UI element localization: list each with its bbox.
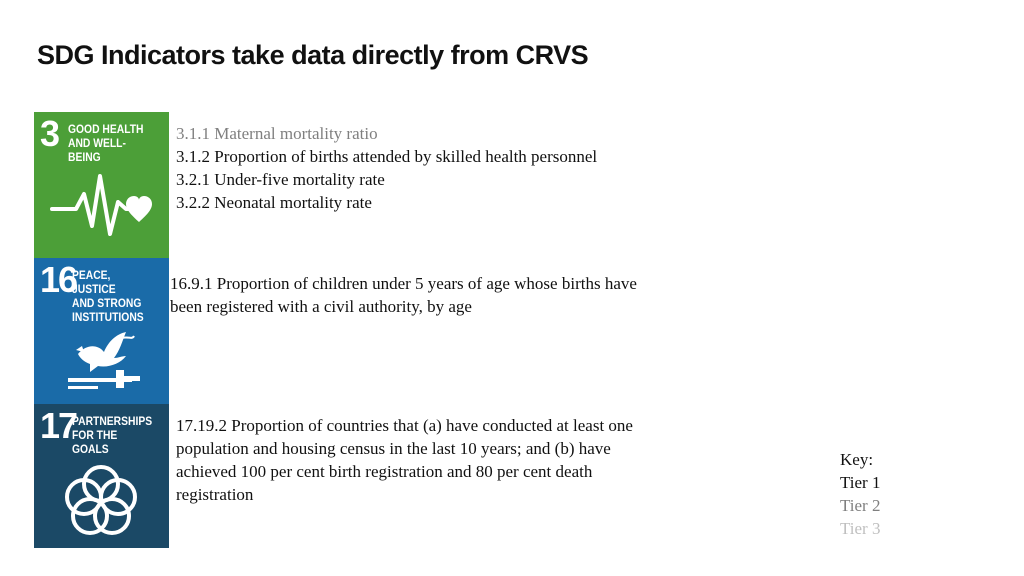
indicator-3-2-2: 3.2.2 Neonatal mortality rate	[176, 193, 372, 212]
goal-17-indicators	[176, 414, 666, 506]
goal-label: GOOD HEALTH AND WELL-BEING	[68, 122, 144, 164]
goal-16-indicators	[170, 272, 660, 318]
dove-gavel-icon	[34, 314, 169, 404]
indicator-16-9-1: 16.9.1 Proportion of children under 5 years of age whose births have been registered with a civil authority, by age	[170, 274, 637, 316]
goal-number: 16	[40, 259, 77, 300]
key-heading: Key:	[840, 450, 874, 469]
key-tier-1: Tier 1	[840, 473, 881, 492]
goal-label: PARTNERSHIPS FOR THE GOALS	[72, 414, 153, 456]
sdg-goal-16-tile	[34, 258, 169, 404]
key-tier-2: Tier 2	[840, 496, 881, 515]
sdg-goal-3-tile	[34, 112, 169, 258]
tier-key	[840, 448, 880, 540]
interlocking-rings-icon	[34, 454, 169, 544]
page-title: SDG Indicators take data directly from CRVS	[37, 40, 589, 70]
goal-number: 3	[40, 113, 59, 154]
key-tier-3: Tier 3	[840, 519, 881, 538]
indicator-3-1-2: 3.1.2 Proportion of births attended by skilled health personnel	[176, 147, 598, 166]
goal-label: PEACE, JUSTICE AND STRONG INSTITUTIONS	[72, 268, 144, 324]
indicator-17-19-2: 17.19.2 Proportion of countries that (a) have conducted at least one population and housing census in the last 10 years; and (b) have achieved 100 per cent birth registration and 80 per cent death registration	[176, 416, 633, 504]
goal-number: 17	[40, 405, 77, 446]
indicator-3-2-1: 3.2.1 Under-five mortality rate	[176, 170, 385, 189]
heartbeat-icon	[34, 164, 169, 244]
goal-3-indicators	[176, 122, 597, 214]
sdg-goal-17-tile	[34, 404, 169, 548]
indicator-3-1-1: 3.1.1 Maternal mortality ratio	[176, 124, 378, 143]
